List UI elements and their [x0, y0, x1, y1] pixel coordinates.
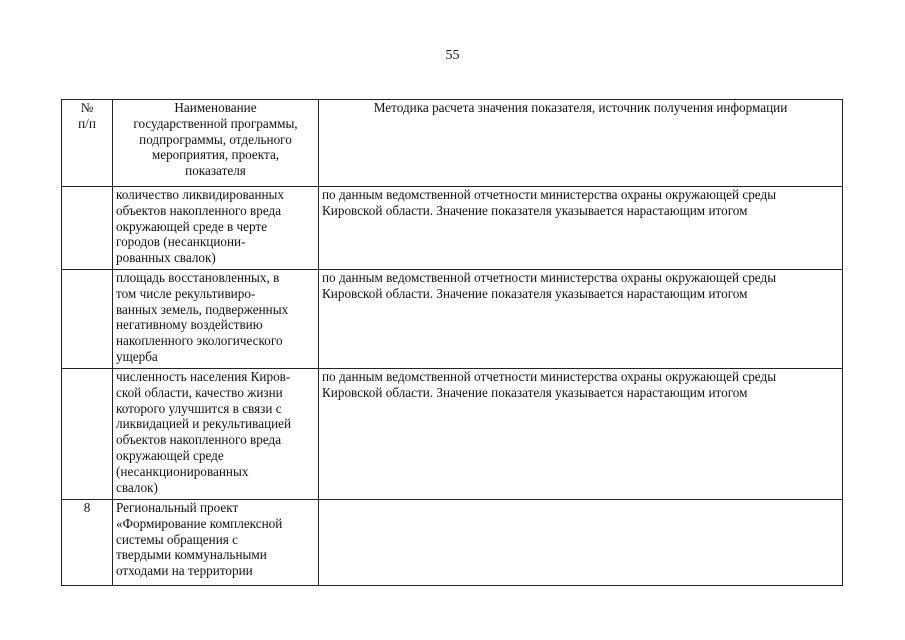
table-header-row: [62, 100, 843, 187]
row-num: [62, 270, 113, 369]
table-row: [62, 369, 843, 500]
table-row: [62, 270, 843, 369]
row-name: Региональный проект «Формирование комплексной системы обращения с твердыми коммунальными отходами на территории: [113, 500, 319, 586]
header-num: № п/п: [62, 100, 113, 187]
page-number: 55: [445, 48, 460, 63]
row-method: [319, 500, 843, 586]
row-num: 8: [62, 500, 113, 586]
row-num: [62, 369, 113, 500]
row-num: [62, 187, 113, 270]
row-name: численность населения Киров- ской области, качество жизни которого улучшится в связи с ликвидацией и рекультивацией объектов накопленного вреда окружающей среде (несанкционированных свалок): [113, 369, 319, 500]
row-name: площадь восстановленных, в том числе рекультивиро- ванных земель, подверженных негативному воздействию накопленного экологического ущерба: [113, 270, 319, 369]
table-row: [62, 500, 843, 586]
row-name: количество ликвидированных объектов накопленного вреда окружающей среде в черте городов (несанкциони- рованных свалок): [113, 187, 319, 270]
header-name: Наименование государственной программы, подпрограммы, отдельного мероприятия, проекта, показателя: [113, 100, 319, 187]
indicator-table: [61, 99, 843, 586]
row-method: по данным ведомственной отчетности министерства охраны окружающей среды Кировской области. Значение показателя указывается нарастающим итогом: [319, 369, 843, 500]
row-method: по данным ведомственной отчетности министерства охраны окружающей среды Кировской области. Значение показателя указывается нарастающим итогом: [319, 187, 843, 270]
row-method: по данным ведомственной отчетности министерства охраны окружающей среды Кировской области. Значение показателя указывается нарастающим итогом: [319, 270, 843, 369]
table-row: [62, 187, 843, 270]
header-method: Методика расчета значения показателя, источник получения информации: [319, 100, 843, 187]
